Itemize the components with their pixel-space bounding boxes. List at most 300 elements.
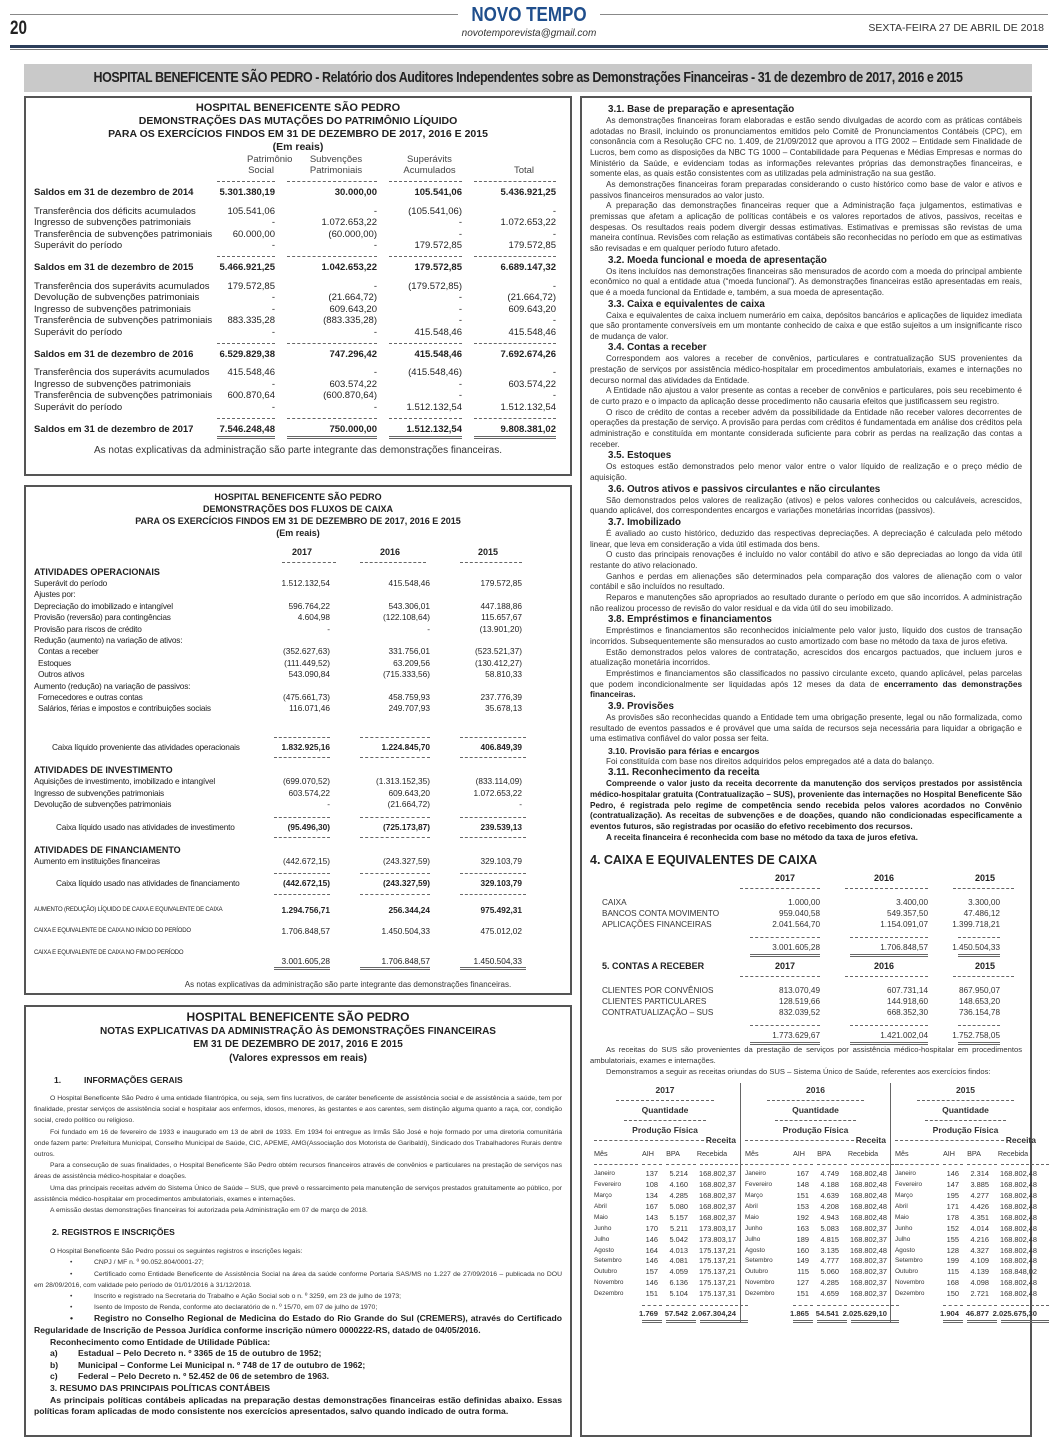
dashed-rule xyxy=(642,1305,662,1306)
cell-value: (442.672,15) xyxy=(282,855,330,866)
dashed-rule xyxy=(217,418,275,419)
row-label: Saldos em 31 de dezembro de 2015 xyxy=(34,261,194,273)
total-value: 1.450.504,33 xyxy=(952,943,1000,953)
dashed-rule xyxy=(460,737,526,738)
paragraph-text: Empréstimos e financiamentos são classificados no passivo circulante exceto, quando aplicável, pelas parcelas que podem incondicionalmente ser liquidadas após 12 meses da data de xyxy=(590,668,1022,689)
cell-value: 4.327 xyxy=(970,1245,989,1255)
double-rule xyxy=(750,954,820,957)
cell-value: 164 xyxy=(645,1245,658,1255)
cell-value: 168.802,37 xyxy=(699,1169,736,1179)
cell-value: 30.000,00 xyxy=(334,187,377,198)
cell-value: 9.808.381,02 xyxy=(500,423,556,435)
row-label: Provisão (reversão) para contingências xyxy=(34,612,171,623)
cell-value: 4.277 xyxy=(970,1191,989,1200)
cell-value: Agosto xyxy=(745,1246,765,1254)
cell-value: 151 xyxy=(796,1289,809,1299)
dashed-rule xyxy=(217,181,275,182)
cell-value: Setembro xyxy=(594,1257,622,1265)
balance-row xyxy=(34,424,562,436)
table-row xyxy=(594,1246,736,1257)
rule-row xyxy=(34,737,562,738)
table-row xyxy=(34,856,562,867)
cell-value: - xyxy=(427,623,430,634)
notes-title: HOSPITAL BENEFICENTE SÃO PEDRO xyxy=(186,1010,410,1024)
cell-value: (21.664,72) xyxy=(507,292,556,304)
cell-value: 415.548,46 xyxy=(508,326,556,338)
bullet-item xyxy=(34,1313,562,1336)
cell-value: 192 xyxy=(796,1212,809,1222)
cell-value: (523.521,37) xyxy=(474,646,522,657)
dashed-rule xyxy=(474,181,556,182)
table-row xyxy=(895,1202,1036,1213)
table-row xyxy=(34,206,562,218)
cell-value: 168.802,48 xyxy=(1000,1256,1037,1266)
row-label: Ajustes por: xyxy=(34,589,76,600)
cell-value: - xyxy=(373,367,377,379)
cell-value: 153 xyxy=(796,1201,809,1211)
cell-value: 975.492,31 xyxy=(480,904,522,915)
table-row xyxy=(590,1007,1022,1018)
row-label: AUMENTO (REDUÇÃO) LÍQUIDO DE CAIXA E EQUIVALENTE DE CAIXA xyxy=(34,906,223,913)
row-label: CAIXA xyxy=(602,898,627,908)
cell-value: 146 xyxy=(645,1256,658,1266)
cell-value: 4.659 xyxy=(820,1289,839,1299)
rule-row xyxy=(590,976,1022,977)
cell-value: - xyxy=(458,292,462,304)
cell-value: 4.208 xyxy=(820,1201,839,1211)
table-row xyxy=(745,1191,886,1202)
rule-row xyxy=(745,1164,886,1165)
cell-value: (1.313.152,35) xyxy=(376,776,430,787)
list-item xyxy=(34,1348,562,1360)
cell-value: Setembro xyxy=(895,1257,923,1265)
cell-value: 168.802,37 xyxy=(850,1267,887,1277)
cell-value: 179.572,85 xyxy=(414,261,462,273)
cell-value: - xyxy=(519,799,522,810)
row-label: Ingresso de subvenções patrimoniais xyxy=(34,378,191,390)
cell-value: 168.848,02 xyxy=(1000,1267,1037,1277)
policy-heading: 3.10. Provisão para férias e encargos xyxy=(608,745,760,756)
bullet-text: CNPJ / MF n. º 90.052.804/0001-27; xyxy=(94,1259,204,1267)
rule-row xyxy=(590,1025,1022,1026)
dashed-rule xyxy=(850,937,928,938)
section-heading xyxy=(54,1075,562,1085)
cell-value: 168.802,37 xyxy=(850,1278,887,1288)
notes-title: (Valores expressos em reais) xyxy=(229,1052,367,1064)
cell-value: 168.802,37 xyxy=(850,1223,887,1233)
paragraph: As principais políticas contábeis aplicadas na preparação destas demonstrações financeiras estão definidas abaixo. Essas políticas foram aplicadas de modo consistente nos exercícios apresentados, salvo quando indicado de outra forma. xyxy=(34,1394,562,1417)
cell-value: 1.000,00 xyxy=(788,898,820,908)
cell-value: Março xyxy=(895,1192,913,1199)
cell-value: Novembro xyxy=(895,1279,925,1287)
total-value: 1.421.002,04 xyxy=(880,1031,928,1041)
cell-value: - xyxy=(271,303,275,315)
row-label: Superávit do período xyxy=(34,240,123,252)
cell-value: 168.802,48 xyxy=(1000,1289,1037,1299)
column-header: AIH xyxy=(642,1149,654,1159)
dashed-rule xyxy=(1001,1305,1049,1306)
rule-row xyxy=(34,256,562,257)
dashed-rule xyxy=(287,181,377,182)
cell-value: 4.749 xyxy=(820,1169,839,1179)
row-label: Transferência dos superávits acumulados xyxy=(34,280,210,292)
table-row xyxy=(590,919,1022,930)
quantidade-label: Quantidade xyxy=(942,1105,989,1116)
table-row xyxy=(34,905,562,916)
row-label: Ingresso de subvenções patrimoniais xyxy=(34,787,164,798)
double-rule xyxy=(360,967,430,970)
table-row xyxy=(745,1289,886,1300)
rule-row xyxy=(34,894,562,895)
year-header: 2017 xyxy=(291,547,313,557)
cell-value: - xyxy=(271,378,275,390)
cell-value: 447.188,86 xyxy=(480,600,522,611)
cell-value: 5.042 xyxy=(669,1234,688,1244)
cell-value: 179.572,85 xyxy=(414,240,462,252)
cell-value: 128.519,66 xyxy=(779,997,820,1007)
dashed-rule xyxy=(1001,1164,1049,1165)
cell-value: 5.466.921,25 xyxy=(219,261,275,273)
double-rule xyxy=(460,967,526,970)
cell-value: 458.759,93 xyxy=(388,692,430,703)
table-row xyxy=(34,692,562,703)
cell-value: (442.672,15) xyxy=(282,878,330,889)
double-rule xyxy=(274,967,330,970)
row-label: CAIXA E EQUIVALENTE DE CAIXA NO FIM DO PERÍODO xyxy=(34,949,184,956)
dashed-rule xyxy=(389,418,462,419)
cell-value: 1.072.653,22 xyxy=(500,217,556,229)
footnote: As notas explicativas da administração são parte integrante das demonstrações financeiras. xyxy=(184,979,512,989)
table-row xyxy=(745,1246,886,1257)
row-label: Devolução de subvenções patrimoniais xyxy=(34,799,172,810)
cell-value: 155 xyxy=(946,1234,959,1244)
table-row xyxy=(34,799,562,810)
table-row xyxy=(895,1235,1036,1246)
cell-value: 168.802,37 xyxy=(850,1256,887,1266)
total-value: 2.025.629,10 xyxy=(842,1309,887,1319)
table-row xyxy=(34,612,562,623)
paragraph-text: É avaliado ao custo histórico, deduzido das respectivas depreciações. A depreciação é calculada pelo método linear, que leva em consideração a vida útil estimada dos bens. xyxy=(590,529,1022,549)
dashed-rule xyxy=(274,894,330,895)
cell-value: Maio xyxy=(594,1213,608,1221)
cell-value: 3.300,00 xyxy=(968,898,1000,908)
paragraph-bold-text: Compreende o valor justo da receita decorrente da manutenção dos serviços prestados por assistência médico-hospitalar gratuita (Contratualização – SUS), proveniente das internações no Hospital Beneficente São Pedro, é registrada pelo regime de competência sendo recebida pelos valores acordados no Convênio (contratualização). As receitas de subvenções e de doações, quando não condicionadas especificamente a eventos futuros, são registradas por ocasião do efetivo recebimento dos recursos. xyxy=(590,779,1022,832)
statement-title: DEMONSTRAÇÕES DAS MUTAÇÕES DO PATRIMÔNIO LÍQUIDO xyxy=(138,115,458,127)
cell-value: - xyxy=(373,401,377,413)
double-rule xyxy=(1001,1320,1049,1323)
quantidade-label: Quantidade xyxy=(792,1105,839,1116)
cell-value: (833.114,09) xyxy=(475,776,522,787)
cell-value: Abril xyxy=(594,1202,607,1210)
bullet-item xyxy=(34,1291,562,1302)
dashed-rule xyxy=(460,562,522,563)
cell-value: 168.802,48 xyxy=(850,1201,887,1211)
cell-value: 4.188 xyxy=(820,1180,839,1190)
cell-value: 195 xyxy=(946,1191,959,1200)
dashed-rule xyxy=(767,1100,864,1101)
cell-value: (95.496,30) xyxy=(287,821,330,832)
paragraph-text: Reparos e manutenções são apropriados ao resultado durante o período em que são incorridos. A administração não realizou processo de revisão do valor residual e da vida útil do seu imobilizado. xyxy=(590,592,1022,613)
dashed-rule xyxy=(750,1025,820,1026)
rule-row xyxy=(594,1305,736,1306)
producao-label: Produção Física xyxy=(782,1125,849,1136)
cell-value: 6.136 xyxy=(669,1278,688,1288)
cell-value: 1.450.504,33 xyxy=(381,926,430,937)
cell-value: 168.802,37 xyxy=(850,1234,887,1244)
sus-total-row xyxy=(745,1309,886,1318)
cell-value: 5.214 xyxy=(669,1169,688,1179)
cell-value: 1.294.756,71 xyxy=(281,904,330,915)
policy-heading: 3.9. Provisões xyxy=(608,700,674,712)
dashed-rule xyxy=(850,1025,928,1026)
cell-value: 331.756,01 xyxy=(388,646,430,657)
bullet-item xyxy=(34,1302,562,1313)
producao-label: Produção Física xyxy=(932,1125,999,1136)
paragraph-text: Os itens incluídos nas demonstrações financeiras são mensurados de acordo com a moeda do principal ambiente econômico no qual a entidade atua (“moeda funcional”). As demonstrações financeiras estão apresentadas em reais, que é a moeda funcional da Entidade e, também, a sua moeda de apresentação. xyxy=(590,266,1022,297)
dashed-rule xyxy=(287,343,377,344)
paragraph-text: A preparação das demonstrações financeiras requer que a Administração faça julgamentos, estimativas e premissas que afetam a aplicação de políticas contábeis e os valores reportados de ativos, passivos, receitas e despesas. Os resultados reais podem divergir dessas estimativas. Estimativas e premissas são revistas de uma maneira contínua. Revisões com relação as estimativas contábeis são reconhecidas no período em que as estimativas são revisadas e em qualquer período futuro afetado. xyxy=(590,201,1022,253)
table-row xyxy=(895,1224,1036,1235)
column-header xyxy=(217,154,293,176)
table-row xyxy=(34,669,562,680)
table-row xyxy=(34,624,562,635)
cell-value: 163 xyxy=(796,1223,809,1233)
total-value: 1.752.758,05 xyxy=(952,1031,1000,1041)
row-label: Redução (aumento) na variação de ativos: xyxy=(34,635,183,646)
list-item xyxy=(34,1360,562,1372)
dashed-rule xyxy=(793,1164,813,1165)
cell-value: 609.643,20 xyxy=(388,787,430,798)
sus-year: 2017 xyxy=(655,1085,675,1096)
row-label: CONTRATUALIZAÇÃO – SUS xyxy=(602,1008,714,1018)
cell-value: 1.706.848,57 xyxy=(281,926,330,937)
cell-value: 4.285 xyxy=(669,1191,688,1200)
paragraph xyxy=(590,201,1022,254)
cell-value: 168.802,37 xyxy=(850,1289,887,1299)
cell-value: 146 xyxy=(645,1278,658,1288)
balance-row xyxy=(34,262,562,274)
cell-value: Maio xyxy=(745,1213,759,1221)
cell-value: 179.572,85 xyxy=(227,280,275,292)
table-row xyxy=(594,1278,736,1289)
cell-value: 2.041.564,70 xyxy=(772,920,820,930)
cell-value: 543.306,01 xyxy=(388,600,430,611)
cell-value: 175.137,21 xyxy=(699,1256,736,1266)
cell-value: 157 xyxy=(645,1267,658,1277)
double-rule xyxy=(967,1320,997,1323)
dashed-rule xyxy=(943,1164,963,1165)
dashed-rule xyxy=(594,1140,704,1141)
double-rule xyxy=(958,954,1000,957)
cell-value: 256.344,24 xyxy=(388,904,430,915)
dashed-rule xyxy=(217,343,275,344)
paragraph: Para a consecução de suas finalidades, o Hospital Beneficente São Pedro obtém recursos financeiros através de convênios e particulares na prestação de serviços nas áreas de assistência médico-hospitalar e doações. xyxy=(34,1162,562,1181)
cell-value: 137 xyxy=(645,1169,658,1179)
cell-value: 175.137,21 xyxy=(699,1245,736,1255)
cell-value: Julho xyxy=(594,1235,610,1243)
cell-value: 189 xyxy=(796,1234,809,1244)
row-label: Superávit do período xyxy=(34,578,108,588)
cell-value: 168.802,48 xyxy=(1000,1245,1037,1255)
bullet-text: Isento de Imposto de Renda, conforme ato declaratório de n. º 15/70, em 07 de julho de 1970; xyxy=(94,1304,378,1312)
receita-label xyxy=(745,1135,886,1145)
list-text: Federal – Pelo Decreto n. º 52.452 de 06 de setembro de 1963. xyxy=(78,1371,330,1382)
cell-value: 4.777 xyxy=(820,1256,839,1266)
table-row xyxy=(745,1224,886,1235)
cell-value: 168.802,48 xyxy=(850,1180,887,1190)
cell-value: Julho xyxy=(745,1235,761,1243)
dashed-rule xyxy=(287,418,377,419)
masthead-logo: NOVO TEMPO xyxy=(471,4,587,26)
page-number: 20 xyxy=(10,18,27,39)
bullet-item xyxy=(34,1269,562,1291)
rule-row xyxy=(895,1305,1036,1306)
cell-value: 152 xyxy=(946,1223,959,1233)
double-rule-row xyxy=(34,967,562,970)
column-header: BPA xyxy=(666,1149,680,1159)
cell-value: Fevereiro xyxy=(594,1181,621,1189)
rule-row xyxy=(34,757,562,758)
column-header-line: Patrimônio xyxy=(247,154,293,165)
cell-value: 4.815 xyxy=(820,1234,839,1244)
row-label: Caixa líquido proveniente das atividades operacionais xyxy=(52,741,240,752)
cell-value: 543.090,84 xyxy=(288,669,330,680)
cell-value: 4.013 xyxy=(669,1245,688,1255)
total-value: 2.025.675,30 xyxy=(992,1309,1037,1319)
cell-value: 168.802,48 xyxy=(1000,1234,1037,1244)
cell-value: - xyxy=(458,390,462,402)
cell-value: 747.296,42 xyxy=(329,348,377,360)
year-headers xyxy=(34,547,562,557)
cell-value: 415.548,46 xyxy=(388,578,430,588)
dashed-rule xyxy=(274,837,330,838)
paragraph-text: Correspondem aos valores a receber de convênios, particulares e contratualização SUS provenientes da prestação de serviços por assistência médico-hospitalar em procedimentos ambulatoriais, exames e internações no decurso normal das atividades da Entidade. xyxy=(590,354,1022,385)
double-rule xyxy=(793,1320,813,1323)
cell-value: - xyxy=(552,390,556,402)
dashed-rule xyxy=(460,837,526,838)
double-rule xyxy=(817,1320,847,1323)
producao-label: Produção Física xyxy=(632,1125,698,1136)
cell-value: 168.802,48 xyxy=(850,1169,887,1179)
dashed-rule xyxy=(360,873,430,874)
cell-value: 173.803,17 xyxy=(699,1234,736,1244)
column-header: BPA xyxy=(817,1149,831,1159)
table-row xyxy=(895,1180,1036,1191)
cell-value: (415.548,46) xyxy=(408,367,462,379)
year-header: 2015 xyxy=(974,961,996,972)
total-row xyxy=(590,943,1022,952)
row-label: Transferência de subvenções patrimoniais xyxy=(34,315,213,327)
cell-value: 5.060 xyxy=(820,1267,839,1277)
contact-email: novotemporevista@gmail.com xyxy=(461,28,597,39)
section-title: INFORMAÇÕES GERAIS xyxy=(84,1075,183,1085)
double-rule xyxy=(287,436,377,439)
cell-value: (13.901,20) xyxy=(479,623,522,634)
cell-value: 750.000,00 xyxy=(329,423,377,435)
list-marker: a) xyxy=(50,1348,58,1359)
cell-value: 149 xyxy=(796,1256,809,1266)
statement-title: PARA OS EXERCÍCIOS FINDOS EM 31 DE DEZEMBRO DE 2017, 2016 E 2015 xyxy=(108,128,488,140)
cell-value: - xyxy=(373,326,377,338)
cell-value: 148.653,20 xyxy=(959,997,1000,1007)
paragraph-text: Caixa e equivalentes de caixa incluem numerário em caixa, depósitos bancários e aplicações de liquidez imediata que são prontamente conversíveis em um montante conhecido de caixa e que estão sujeitos a um insignificante risco de mudança de valor. xyxy=(590,310,1022,341)
cell-value: 6.689.147,32 xyxy=(500,261,556,273)
paragraph-bold-text: A receita financeira é reconhecida com base no método da taxa de juros efetiva. xyxy=(606,832,918,842)
cell-value: 3.001.605,28 xyxy=(281,955,330,966)
table-row xyxy=(594,1224,736,1235)
cell-value: 150 xyxy=(946,1289,959,1299)
dashed-rule xyxy=(360,817,430,818)
table-row xyxy=(594,1213,736,1224)
cell-value: 4.139 xyxy=(970,1267,989,1277)
cell-value: Setembro xyxy=(745,1257,773,1265)
cell-value: 1.399.718,21 xyxy=(952,920,1000,930)
policy-heading: 3.1. Base de preparação e apresentação xyxy=(608,104,795,115)
cell-value: 4.059 xyxy=(669,1267,688,1277)
cell-value: 144.918,60 xyxy=(887,997,928,1007)
row-label: CAIXA E EQUIVALENTE DE CAIXA NO INÍCIO DO PERÍODO xyxy=(34,928,191,935)
dashed-rule xyxy=(389,181,462,182)
table-row xyxy=(34,390,562,402)
cell-value: 168.802,48 xyxy=(1000,1191,1037,1200)
row-label: APLICAÇÕES FINANCEIRAS xyxy=(602,920,712,930)
cell-value: 168 xyxy=(946,1278,959,1288)
table-row xyxy=(34,948,562,967)
dashed-rule xyxy=(750,937,820,938)
sus-table-2015 xyxy=(890,1083,1036,1323)
table-row xyxy=(745,1278,886,1289)
row-label: Salários, férias e impostos e contribuições sociais xyxy=(38,703,211,714)
receber-title: 5. CONTAS A RECEBER xyxy=(602,961,705,972)
paragraph-text: As demonstrações financeiras foram preparadas considerando o custo histórico como base de valor e ativos e passivos financeiros mensurados ao valor justo. xyxy=(590,179,1022,200)
table-row xyxy=(594,1202,736,1213)
table-row xyxy=(594,1191,736,1202)
cell-value: 115 xyxy=(797,1267,809,1277)
table-row xyxy=(590,908,1022,919)
section-heading: ATIVIDADES DE INVESTIMENTO xyxy=(34,765,173,776)
cell-value: 867.950,07 xyxy=(959,986,1000,996)
dashed-rule xyxy=(943,1305,963,1306)
dashed-rule xyxy=(389,256,462,257)
column-header: Recebida xyxy=(696,1149,728,1159)
table-row xyxy=(895,1213,1036,1224)
table-row xyxy=(34,635,562,646)
cell-value: 168.802,48 xyxy=(850,1245,887,1255)
total-value: 1.904 xyxy=(939,1309,959,1319)
cell-value: 415.548,46 xyxy=(414,326,462,338)
column-header-line: Superávits xyxy=(407,154,452,165)
paragraph-text: São demonstrados pelos valores de realização (ativos) e pelos valores conhecidos ou calculáveis, acrescidos, quando aplicável, dos correspondentes encargos e variações monetárias incorridas (passivos). xyxy=(590,495,1022,516)
row-label: Contas a receber xyxy=(38,646,99,657)
cell-value: (21.664,72) xyxy=(328,292,377,304)
paragraph: Foi fundado em 16 de fevereiro de 1933 e inaugurado em 13 de abril de 1933. Em 1934 foi entregue as Irmãs São José e hoje formado por uma diretoria comunitária onde fazem parte: Prefeitura Municipal, Conselho Municipal de Saúde, CIC, APEME, AMG(Associação dos Motorista de Garibaldi), Sindicado dos Trabalhadores Rurais dentre outros. xyxy=(34,1128,562,1159)
cell-value: 609.643,20 xyxy=(508,303,556,315)
cell-value: 168.802,37 xyxy=(699,1212,736,1222)
cell-value: 168.802,37 xyxy=(699,1201,736,1211)
column-header: Recebida xyxy=(997,1149,1029,1159)
table-row xyxy=(34,788,562,799)
cell-value: 178 xyxy=(946,1212,959,1222)
receita-label xyxy=(895,1135,1036,1145)
year-header: 2017 xyxy=(774,961,796,972)
bullet-item xyxy=(34,1257,562,1268)
dashed-rule xyxy=(274,757,330,758)
table-row xyxy=(590,985,1022,996)
row-label: Estoques xyxy=(38,657,71,668)
cash-flow-statement xyxy=(24,485,572,995)
cell-value: 813.070,49 xyxy=(779,986,820,996)
cell-value: 415.548,46 xyxy=(227,367,275,379)
